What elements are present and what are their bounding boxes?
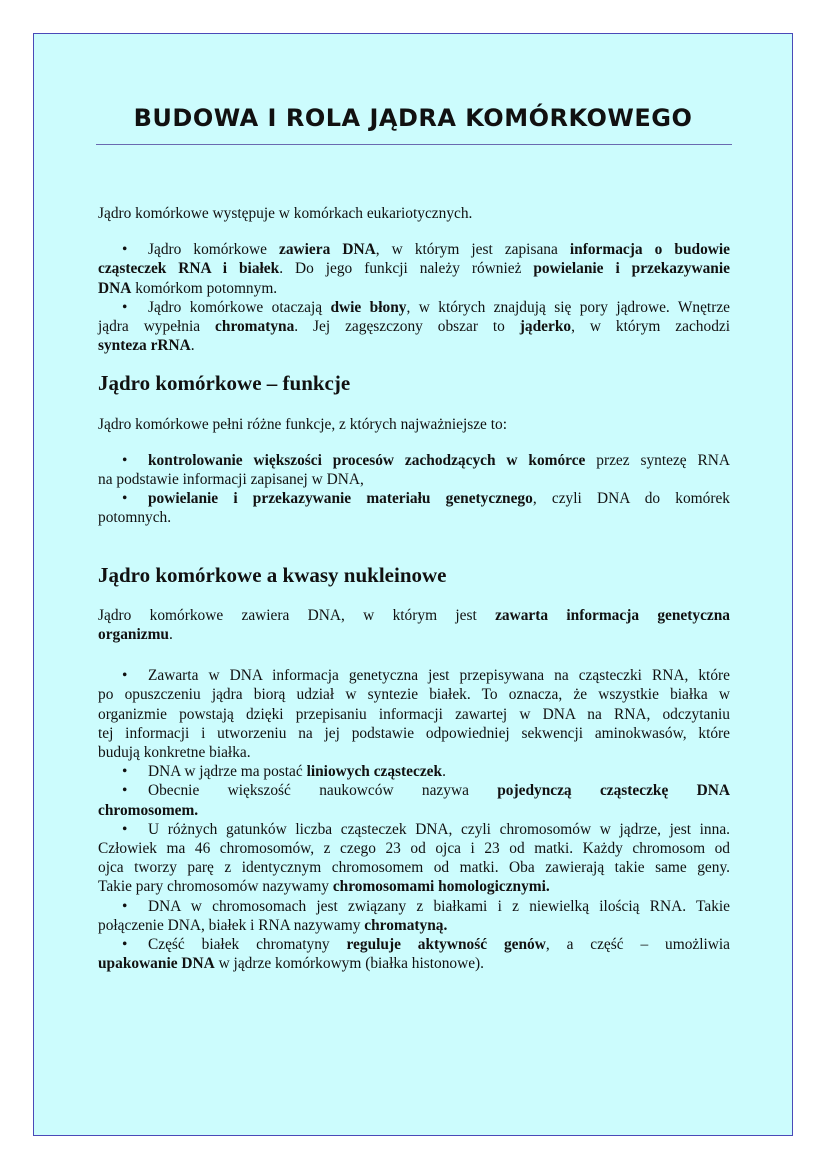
bullet: • (122, 451, 128, 469)
bullet: • (122, 763, 128, 781)
section-heading-functions: Jądro komórkowe – funkcje (98, 371, 351, 396)
bullet: • (122, 298, 128, 316)
document-body (98, 204, 730, 974)
bullet: • (122, 782, 128, 800)
title-underline (96, 144, 732, 145)
section-intro: Jądro komórkowe pełni różne funkcje, z których najważniejsze to: (98, 415, 507, 433)
bullet: • (122, 936, 128, 954)
section-intro: Jądro komórkowe zawiera DNA, w którym jest zawarta informacja genetyczna organizmu. (98, 606, 730, 644)
list-item: • kontrolowanie większości procesów zachodzących w komórce przez syntezę RNA na podstawie informacji zapisanej w DNA, (98, 451, 730, 489)
list-item: • powielanie i przekazywanie materiału genetycznego, czyli DNA do komórek potomnych. (98, 490, 730, 527)
list-item: • U różnych gatunków liczba cząsteczek DNA, czyli chromosomów w jądrze, jest inna. Człowiek ma 46 chromosomów, z czego 23 od ojca i 23 od matki. Każdy chromosom od ojca tworzy parę z identycznym chromosomem od matki. Oba zawierają takie same geny. Takie pary chromosomów nazywamy chromosomami homologicznymi. (98, 820, 730, 896)
nucleic-acids-list (98, 666, 730, 973)
bullet: • (122, 820, 128, 838)
bullet: • (122, 490, 128, 508)
list-item: • Jądro komórkowe otaczają dwie błony, w których znajdują się pory jądrowe. Wnętrze jądra wypełnia chromatyna. Jej zagęszczony obszar to jąderko, w którym zachodzi synteza rRNA. (98, 298, 730, 355)
list-item: • DNA w jądrze ma postać liniowych cząsteczek. (122, 763, 446, 781)
page-frame (33, 33, 793, 1136)
list-item: • Zawarta w DNA informacja genetyczna jest przepisywana na cząsteczki RNA, które po opuszczeniu jądra biorą udział w syntezie białek. To oznacza, że wszystkie białka w organizmie powstają dzięki przepisaniu informacji zawartej w DNA na RNA, odczytaniu tej informacji i utworzeniu na jej podstawie odpowiedniej sekwencji aminokwasów, które budują konkretne białka. (98, 667, 730, 762)
bullet: • (122, 667, 128, 685)
section-heading-nucleic-acids: Jądro komórkowe a kwasy nukleinowe (98, 562, 447, 587)
intro-paragraph: Jądro komórkowe występuje w komórkach eukariotycznych. (98, 205, 473, 222)
functions-list (98, 451, 730, 528)
page-title: BUDOWA I ROLA JĄDRA KOMÓRKOWEGO (133, 104, 693, 132)
bullet: • (122, 241, 128, 259)
list-item: • Jądro komórkowe zawiera DNA, w którym jest zapisana informacja o budowie cząsteczek RNA i białek. Do jego funkcji należy również powielanie i przekazywanie DNA komórkom potomnym. (98, 241, 730, 297)
list-item: • DNA w chromosomach jest związany z białkami i z niewielką ilością RNA. Takie połączenie DNA, białek i RNA nazywamy chromatyną. (98, 897, 730, 934)
list-item: • Obecnie większość naukowców nazywa pojedynczą cząsteczkę DNA chromosomem. (98, 782, 730, 819)
bullet: • (122, 897, 128, 915)
list-item: • Część białek chromatyny reguluje aktywność genów, a część – umożliwia upakowanie DNA w jądrze komórkowym (białka histonowe). (98, 936, 730, 973)
intro-list (98, 240, 730, 355)
